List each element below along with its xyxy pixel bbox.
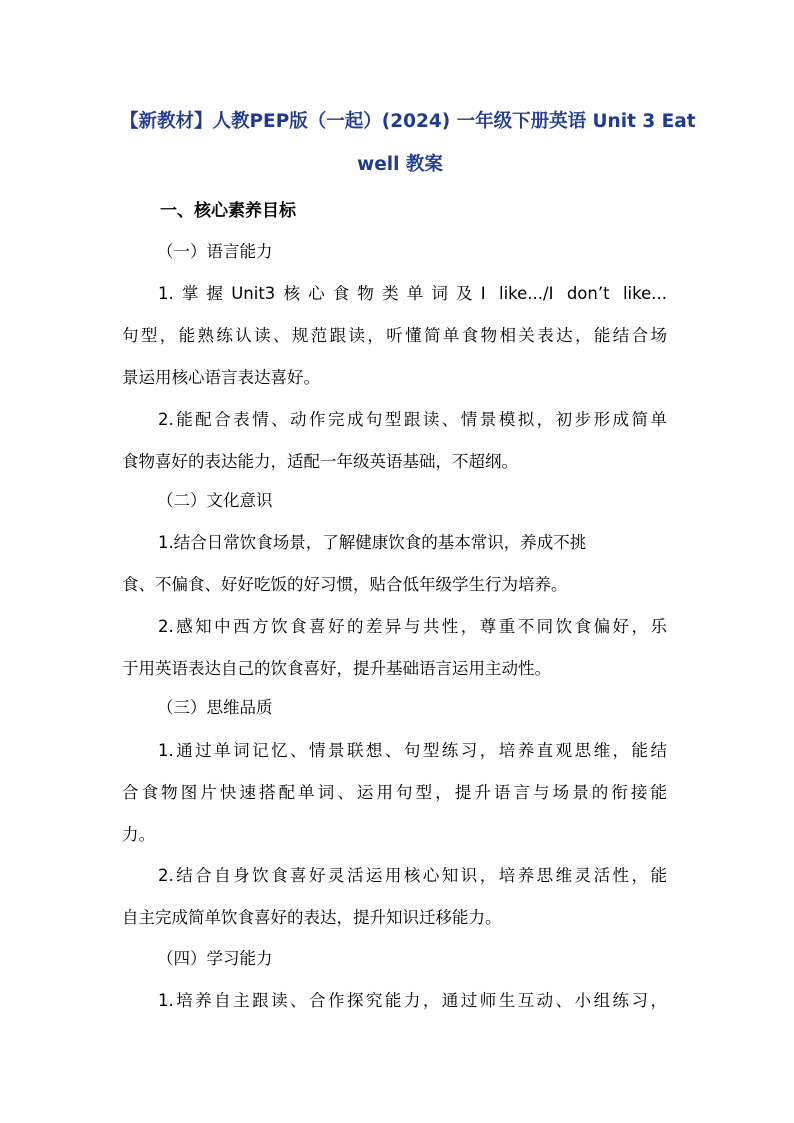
paragraph-line: 自主完成简单饮食喜好的表达，提升知识迁移能力。 [122,908,502,927]
section-heading-core-literacy: 一、核心素养目标 [160,201,296,221]
paragraph-line: 于用英语表达自己的饮食喜好，提升基础语言运用主动性。 [122,659,551,678]
paragraph-line: 景运用核心语言表达喜好。 [122,368,320,387]
paragraph-line: 合食物图片快速搭配单词、运用句型，提升语言与场景的衔接能 [122,783,667,802]
paragraph-line: 1.结合日常饮食场景，了解健康饮食的基本常识，养成不挑 [158,533,587,552]
subheading-language-ability: （一）语言能力 [157,242,273,261]
paragraph-line: 食物喜好的表达能力，适配一年级英语基础，不超纲。 [122,452,518,471]
document-title-line-2: well 教案 [357,154,443,175]
paragraph-line: 2.感知中西方饮食喜好的差异与共性，尊重不同饮食偏好，乐 [158,617,667,636]
paragraph-line: 2.能配合表情、动作完成句型跟读、情景模拟，初步形成简单 [158,410,667,429]
paragraph-line: 力。 [122,825,155,844]
paragraph-line: 1.通过单词记忆、情景联想、句型练习，培养直观思维，能结 [158,741,667,760]
subheading-thinking-quality: （三）思维品质 [157,698,273,717]
paragraph-line: 2.结合自身饮食喜好灵活运用核心知识，培养思维灵活性，能 [158,866,667,885]
paragraph-line: 食、不偏食、好好吃饭的好习惯，贴合低年级学生行为培养。 [122,575,568,594]
document-title-line-1: 【新教材】人教PEP版（一起）(2024) 一年级下册英语 Unit 3 Eat [120,111,696,132]
paragraph-line: 1.掌握Unit3核心食物类单词及I like.../I don’t like... [158,284,667,303]
subheading-learning-ability: （四）学习能力 [157,949,273,968]
paragraph-line: 1.培养自主跟读、合作探究能力，通过师生互动、小组练习， [158,991,667,1010]
paragraph-line: 句型，能熟练认读、规范跟读，听懂简单食物相关表达，能结合场 [122,326,667,345]
subheading-cultural-awareness: （二）文化意识 [157,491,273,510]
